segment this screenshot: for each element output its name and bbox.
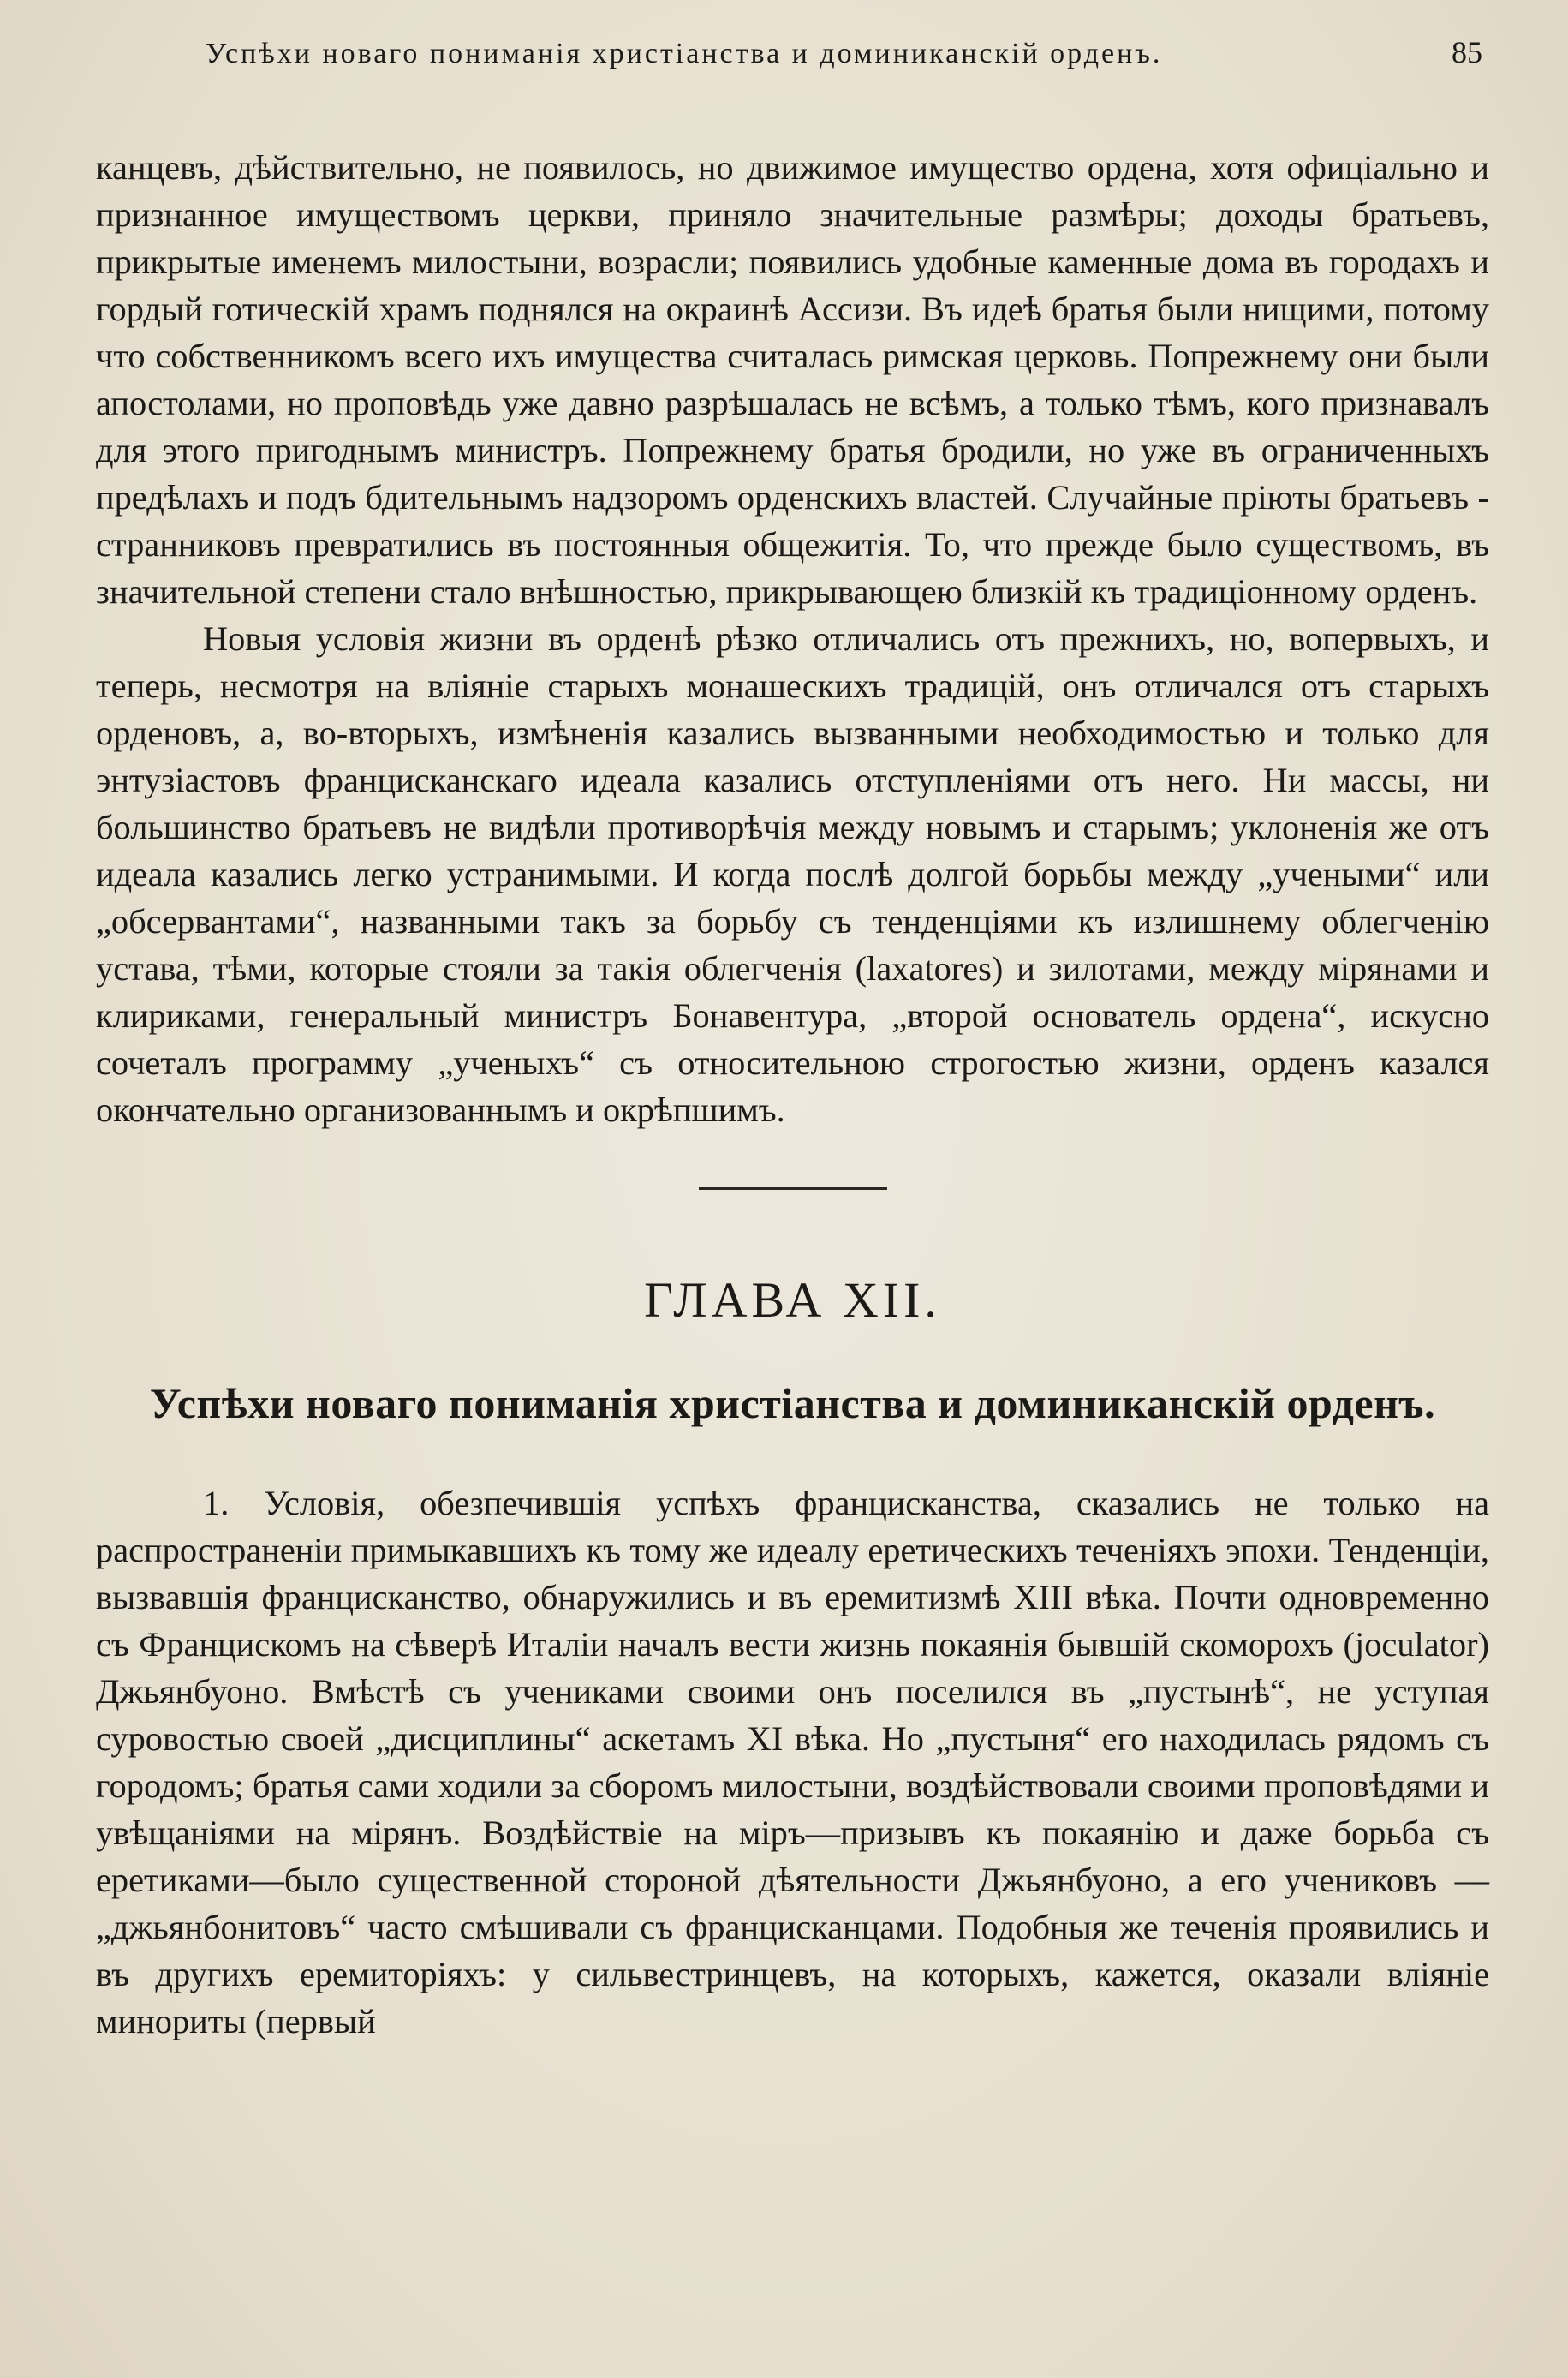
section-paragraph: 1. Условія, обезпечившія успѣхъ францисканства, сказались не только на распространеніи примыкавшихъ къ тому же идеалу еретическихъ теченіяхъ эпохи. Тенденціи, вызвавшія францисканство, обнаружились и въ еремитизмѣ XIII вѣка. Почти одновременно съ Францискомъ на сѣверѣ Италіи началъ вести жизнь покаянія бывшій скоморохъ (joculator) Джьянбуоно. Вмѣстѣ съ учениками своими онъ поселился въ „пустынѣ“, не уступая суровостью своей „дисциплины“ аскетамъ XI вѣка. Но „пустыня“ его находилась рядомъ съ городомъ; братья сами ходили за сборомъ милостыни, воздѣйствовали своими проповѣдями и увѣщаніями на мірянъ. Воздѣйствіе на міръ—призывъ къ покаянію и даже борьба съ еретиками—было существенной стороной дѣятельности Джьянбуоно, а его учениковъ — „джьянбонитовъ“ часто смѣшивали съ францисканцами. Подобныя же теченія проявились и въ другихъ еремиторіяхъ: у сильвестринцевъ, на которыхъ, кажется, оказали вліяніе минориты (первый xyxy=(96,1484,1489,2040)
page-number: 85 xyxy=(1452,35,1482,69)
paragraph-new-conditions: Новыя условія жизни въ орденѣ рѣзко отличались отъ прежнихъ, но, вопервыхъ, и теперь, несмотря на вліяніе старыхъ монашескихъ традицій, онъ отличался отъ старыхъ орденовъ, а, во-вторыхъ, измѣненія казались вызванными необходимостью и только для энтузіастовъ францисканскаго идеала казались отступленіями отъ него. Ни массы, ни большинство братьевъ не видѣли противорѣчія между новымъ и старымъ; уклоненія же отъ идеала казались легко устранимыми. И когда послѣ долгой борьбы между „учеными“ или „обсервантами“, названными такъ за борьбу съ тенденціями къ излишнему облегченію устава, тѣми, которые стояли за такія облегченія (laxatores) и зилотами, между мірянами и клириками, генеральный министръ Бонавентура, „второй основатель ордена“, искусно сочеталъ программу „ученыхъ“ съ относительною строгостью жизни, орденъ казался окончательно организованнымъ и окрѣпшимъ. xyxy=(96,619,1489,1129)
running-head xyxy=(96,34,1489,94)
chapter-title: Успѣхи новаго пониманія христіанства и доминиканскій орденъ. xyxy=(149,1379,1436,1427)
paragraph-continued: канцевъ, дѣйствительно, не появилось, но движимое имущество ордена, хотя офиціально и признанное имуществомъ церкви, приняло значительные размѣры; доходы братьевъ, прикрытые именемъ милостыни, возрасли; появились удобные каменные дома въ городахъ и гордый готическій храмъ поднялся на окраинѣ Ассизи. Въ идеѣ братья были нищими, потому что собственникомъ всего ихъ имущества считалась римская церковь. Попрежнему они были апостолами, но проповѣдь уже давно разрѣшалась не всѣмъ, а только тѣмъ, кого признавалъ для этого пригоднымъ министръ. Попрежнему братья бродили, но уже въ ограниченныхъ предѣлахъ и подъ бдительнымъ надзоромъ орденскихъ властей. Случайные пріюты братьевъ - странниковъ превратились въ постоянныя общежитія. То, что прежде было существомъ, въ значительной степени стало внѣшностью, прикрывающею близкій къ традиціонному орденъ. xyxy=(96,148,1489,611)
chapter-label: ГЛАВА XII. xyxy=(644,1272,941,1328)
running-head-title: Успѣхи новаго пониманія христіанства и доминиканскій орденъ. xyxy=(206,38,1163,69)
section-divider xyxy=(699,1187,887,1190)
